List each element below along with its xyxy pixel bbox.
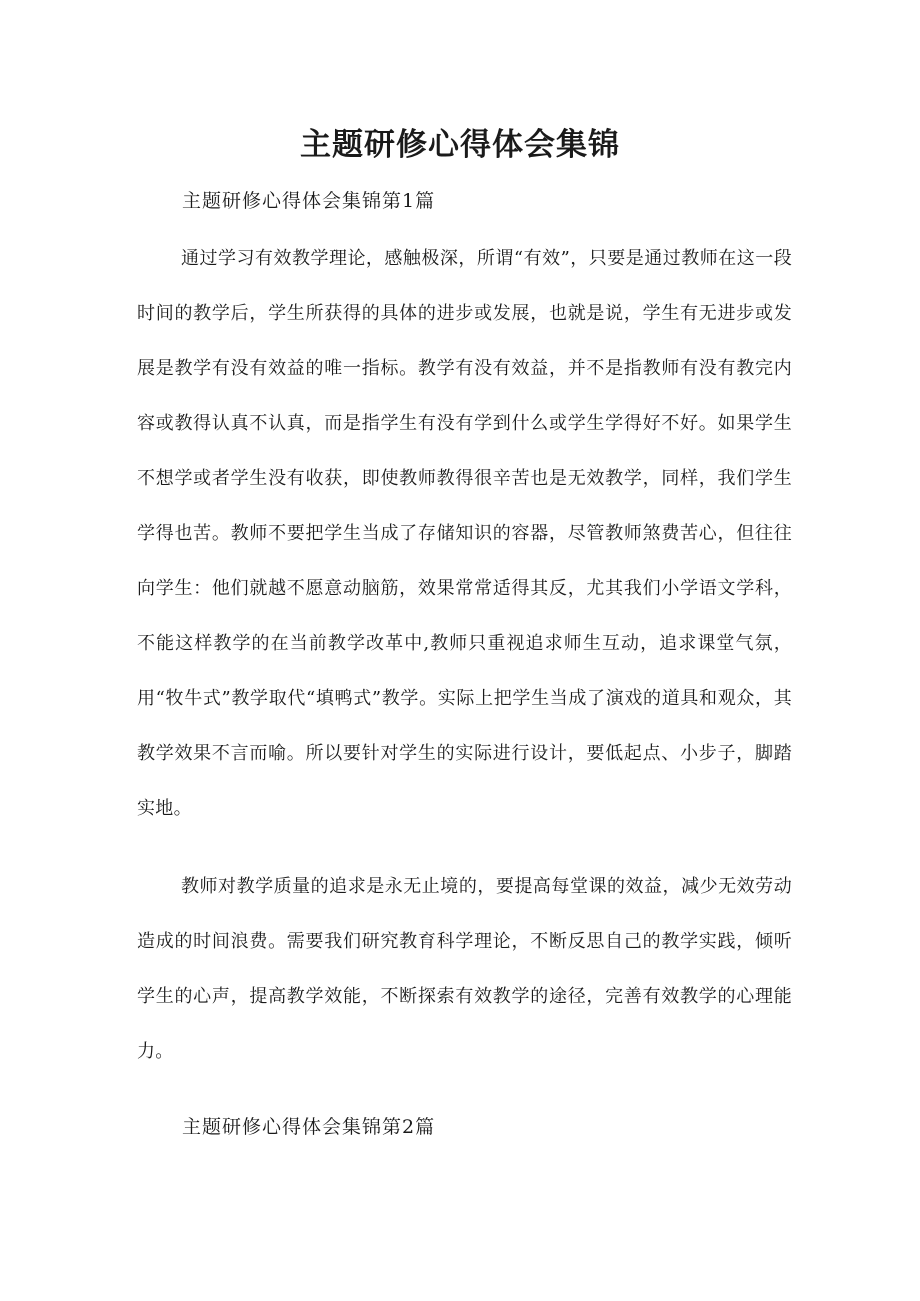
section-heading-1: 主题研修心得体会集锦第1篇 bbox=[182, 190, 436, 212]
paragraph-1: 通过学习有效教学理论，感触极深，所谓“有效”，只要是通过教师在这一段时间的教学后，学生所获得的具体的进步或发展，也就是说，学生有无进步或发展是教学有没有效益的唯一指标。教学有没有效益，并不是指教师有没有教完内容或教得认真不认真，而是指学生有没有学到什么或学生学得好不好。如果学生不想学或者学生没有收获，即使教师教得很辛苦也是无效教学，同样，我们学生学得也苦。教师不要把学生当成了存储知识的容器，尽管教师煞费苦心，但往往向学生：他们就越不愿意动脑筋，效果常常适得其反，尤其我们小学语文学科，不能这样教学的在当前教学改革中,教师只重视追求师生互动，追求课堂气氛，用“牧牛式”教学取代“填鸭式”教学。实际上把学生当成了演戏的道具和观众，其教学效果不言而喻。所以要针对学生的实际进行设计，要低起点、小步子，脚踏实地。 bbox=[137, 248, 792, 819]
document-title: 主题研修心得体会集锦 bbox=[300, 127, 620, 163]
section-heading-2: 主题研修心得体会集锦第2篇 bbox=[182, 1116, 436, 1138]
paragraph-2: 教师对教学质量的追求是永无止境的，要提高每堂课的效益，减少无效劳动造成的时间浪费。需要我们研究教育科学理论，不断反思自己的教学实践，倾听学生的心声，提高教学效能，不断探索有效教学的途径，完善有效教学的心理能力。 bbox=[137, 876, 792, 1062]
